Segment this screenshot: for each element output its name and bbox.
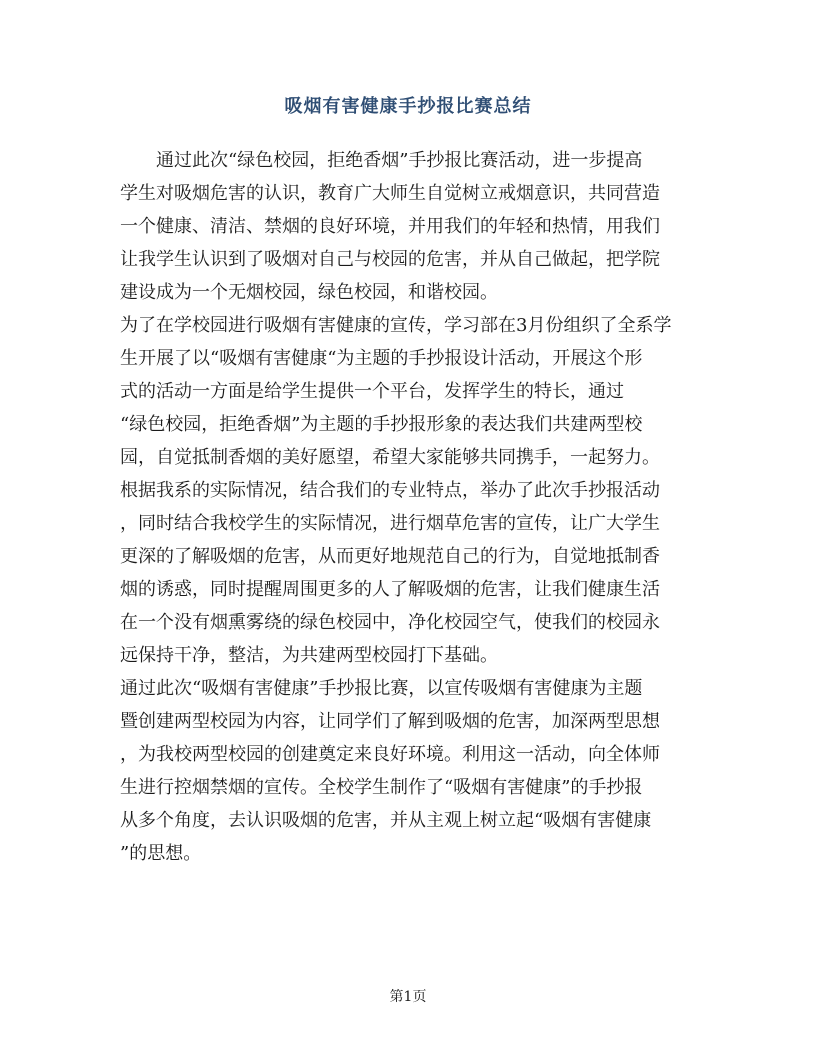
text-line: 建设成为一个无烟校园，绿色校园，和谐校园。 [120,282,498,303]
text-line: 一个健康、清洁、禁烟的良好环境，并用我们的年轻和热情，用我们 [120,216,660,237]
text-line: ”的思想。 [120,843,202,864]
text-line: 为了在学校园进行吸烟有害健康的宣传，学习部在3月份组织了全系学 [120,315,672,336]
text-line: ，同时结合我校学生的实际情况，进行烟草危害的宣传，让广大学生 [120,513,660,534]
text-line: 园，自觉抵制香烟的美好愿望，希望大家能够共同携手，一起努力。 [120,447,660,468]
text-line: 让我学生认识到了吸烟对自己与校园的危害，并从自己做起，把学院 [120,249,660,270]
text-line: 在一个没有烟熏雾绕的绿色校园中，净化校园空气，使我们的校园永 [120,612,660,633]
text-line: 暨创建两型校园为内容，让同学们了解到吸烟的危害，加深两型思想 [120,711,660,732]
text-line: ，为我校两型校园的创建奠定来良好环境。利用这一活动，向全体师 [120,744,660,765]
text-line: “绿色校园，拒绝香烟”为主题的手抄报形象的表达我们共建两型校 [120,414,643,435]
document-body [120,144,700,870]
text-line: 更深的了解吸烟的危害，从而更好地规范自己的行为，自觉地抵制香 [120,546,660,567]
text-line: 学生对吸烟危害的认识，教育广大师生自觉树立戒烟意识，共同营造 [120,183,660,204]
text-line: 通过此次“绿色校园，拒绝香烟”手抄报比赛活动，进一步提高 [120,150,643,171]
text-line: 根据我系的实际情况，结合我们的专业特点，举办了此次手抄报活动 [120,480,660,501]
page-number: 第1页 [389,989,427,1005]
text-line: 式的活动一方面是给学生提供一个平台，发挥学生的特长，通过 [120,381,624,402]
text-line: 烟的诱惑，同时提醒周围更多的人了解吸烟的危害，让我们健康生活 [120,579,660,600]
text-line: 生进行控烟禁烟的宣传。全校学生制作了“吸烟有害健康”的手抄报 [120,777,643,798]
text-line: 从多个角度，去认识吸烟的危害，并从主观上树立起“吸烟有害健康 [120,810,652,831]
text-line: 生开展了以“吸烟有害健康“为主题的手抄报设计活动，开展这个形 [120,348,643,369]
page-title: 吸烟有害健康手抄报比赛总结 [284,96,532,117]
text-line: 通过此次“吸烟有害健康”手抄报比赛，以宣传吸烟有害健康为主题 [120,678,643,699]
text-line: 远保持干净，整洁，为共建两型校园打下基础。 [120,645,498,666]
